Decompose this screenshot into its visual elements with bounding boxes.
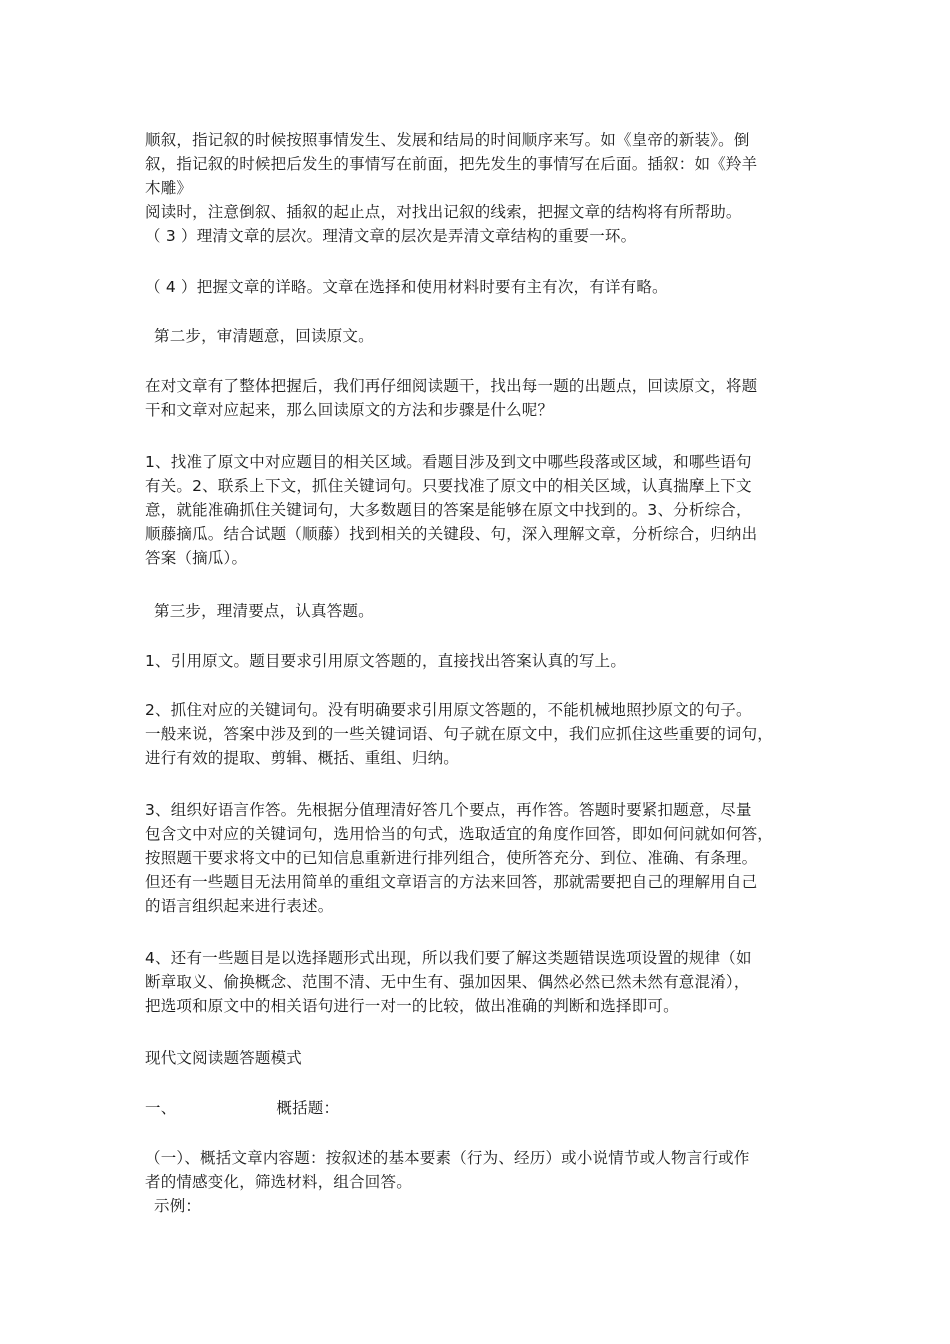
text-line: 者的情感变化，筛选材料，组合回答。 (145, 1173, 412, 1191)
heading-step-two (145, 324, 824, 348)
text-line: 木雕》 (145, 179, 193, 197)
text-line: 但还有一些题目无法用简单的重组文章语言的方法来回答，那就需要把自己的理解用自己 (145, 873, 758, 891)
text-line: 意，就能准确抓住关键词句，大多数题目的答案是能够在原文中找到的。3、分析综合， (145, 501, 752, 519)
text-line: 在对文章有了整体把握后，我们再仔细阅读题干，找出每一题的出题点，回读原文，将题 (145, 377, 758, 395)
text-line: 把选项和原文中的相关语句进行一对一的比较，做出准确的判断和选择即可。 (145, 997, 679, 1015)
text-line: 按照题干要求将文中的已知信息重新进行排列组合，使所答充分、到位、准确、有条理。 (145, 849, 758, 867)
text-line: 1、找准了原文中对应题目的相关区域。看题目涉及到文中哪些段落或区域，和哪些语句 (145, 453, 752, 471)
text-line (145, 1096, 815, 1120)
text-line: 1、引用原文。题目要求引用原文答题的，直接找出答案认真的写上。 (145, 652, 627, 670)
text-line: （一）、概括文章内容题：按叙述的基本要素（行为、经历）或小说情节或人物言行或作 (145, 1149, 750, 1167)
text-line: 干和文章对应起来，那么回读原文的方法和步骤是什么呢？ (145, 401, 554, 419)
paragraph-choice (145, 946, 815, 1018)
text-line: 一般来说，答案中涉及到的一些关键词语、句子就在原文中，我们应抓住这些重要的词句， (145, 725, 774, 743)
text-line: （ 3 ）理清文章的层次。理清文章的层次是弄清文章结构的重要一环。 (145, 227, 637, 245)
text-line: 断章取义、偷换概念、范围不清、无中生有、强加因果、偶然必然已然未然有意混淆）， (145, 973, 750, 991)
example-label (145, 1194, 824, 1218)
paragraph-narrative-order (145, 128, 815, 248)
text-line: 的语言组织起来进行表述。 (145, 897, 334, 915)
text-line: 进行有效的提取、剪辑、概括、重组、归纳。 (145, 749, 460, 767)
text-line: 第二步，审清题意，回读原文。 (154, 327, 374, 345)
text-line: 现代文阅读题答题模式 (145, 1049, 303, 1067)
text-line: 示例： (154, 1197, 202, 1215)
text-line: 包含文中对应的关键词句，选用恰当的句式，选取适宜的角度作回答，即如何问就如何答， (145, 825, 774, 843)
paragraph-keywords (145, 698, 815, 770)
heading-step-three (145, 599, 824, 623)
heading-number: 一、 (145, 1099, 177, 1117)
paragraph-detail (145, 275, 815, 299)
text-line: 顺藤摘瓜。结合试题（顺藤）找到相关的关键段、句，深入理解文章，分析综合，归纳出 (145, 525, 758, 543)
text-line: 顺叙，指记叙的时候按照事情发生、发展和结局的时间顺序来写。如《皇帝的新装》。倒 (145, 131, 750, 149)
text-line: （ 4 ）把握文章的详略。文章在选择和使用材料时要有主有次，有详有略。 (145, 278, 668, 296)
text-line: 叙，指记叙的时候把后发生的事情写在前面，把先发生的事情写在后面。插叙：如《羚羊 (145, 155, 758, 173)
paragraph-summary-content (145, 1146, 815, 1194)
text-line: 3、组织好语言作答。先根据分值理清好答几个要点，再作答。答题时要紧扣题意，尽量 (145, 801, 752, 819)
text-line: 阅读时，注意倒叙、插叙的起止点，对找出记叙的线索，把握文章的结构将有所帮助。 (145, 203, 742, 221)
text-line: 4、还有一些题目是以选择题形式出现，所以我们要了解这类题错误选项设置的规律（如 (145, 949, 752, 967)
heading-text: 概括题： (276, 1099, 340, 1117)
paragraph-reread (145, 374, 815, 422)
text-line: 有关。2、联系上下文，抓住关键词句。只要找准了原文中的相关区域，认真揣摩上下文 (145, 477, 752, 495)
paragraph-quote (145, 649, 815, 673)
text-line: 答案（摘瓜）。 (145, 549, 248, 567)
heading-summary (145, 1096, 815, 1120)
paragraph-language (145, 798, 815, 918)
paragraph-methods (145, 450, 815, 570)
text-line: 2、抓住对应的关键词句。没有明确要求引用原文答题的，不能机械地照抄原文的句子。 (145, 701, 752, 719)
text-line: 第三步，理清要点，认真答题。 (154, 602, 374, 620)
section-title (145, 1046, 815, 1070)
